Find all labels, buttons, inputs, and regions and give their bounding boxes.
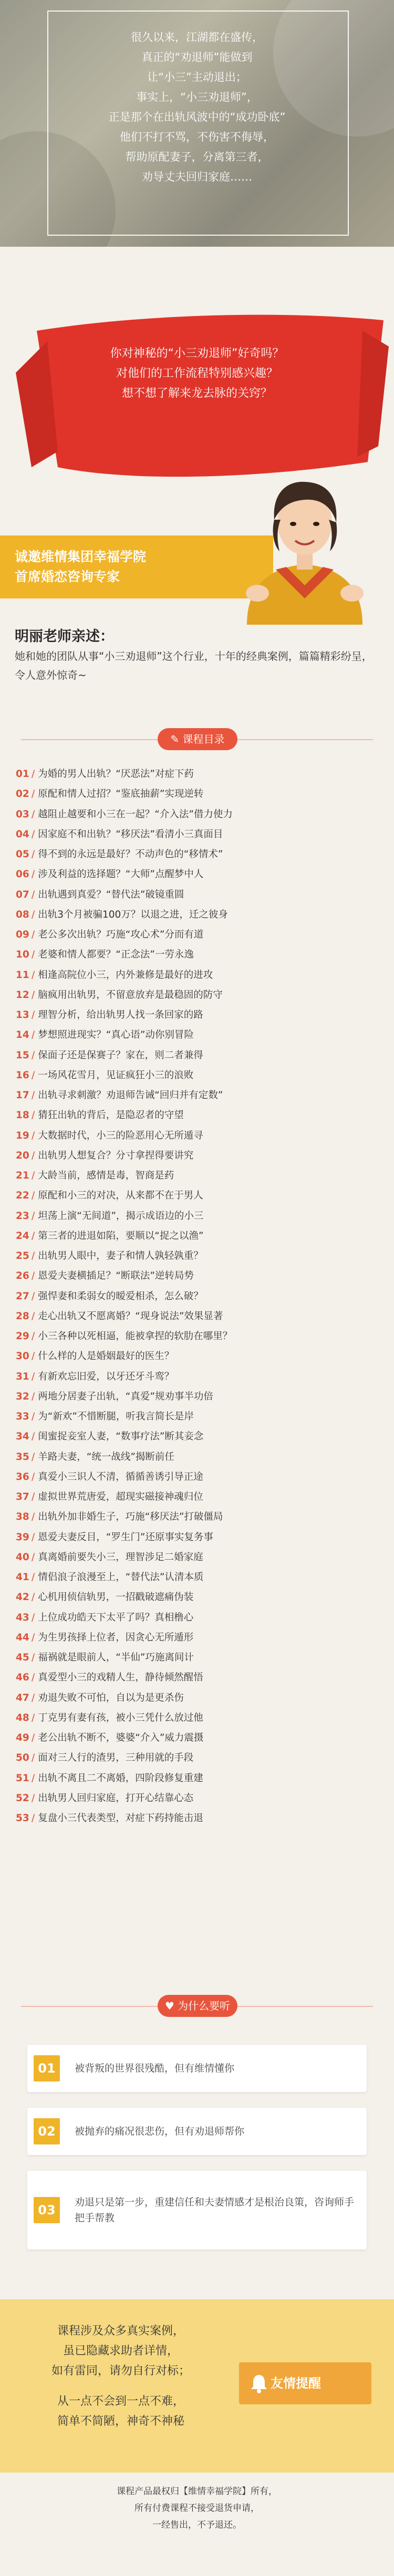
- course-separator: /: [32, 1672, 35, 1684]
- course-title: 丁克男有妻有孩，被小三凭什么放过他: [38, 1712, 203, 1723]
- course-item: [16, 764, 378, 784]
- course-item: [16, 1528, 378, 1548]
- course-number: 21: [16, 1170, 29, 1181]
- course-number: 24: [16, 1230, 29, 1242]
- course-title: 出轨遇到真爱？“替代法”破镜重圆: [38, 889, 184, 900]
- course-separator: /: [32, 1069, 35, 1081]
- course-item: [16, 985, 378, 1005]
- course-separator: /: [32, 1150, 35, 1161]
- course-separator: /: [32, 1029, 35, 1041]
- course-title: 原配和情人过招？“鉴底抽薪”实现逆转: [38, 788, 204, 800]
- course-item: [16, 1447, 378, 1467]
- course-title: 有新欢忘旧爱，以牙还牙斗鸾？: [38, 1371, 174, 1382]
- course-separator: /: [32, 1310, 35, 1322]
- footer: [0, 2483, 394, 2533]
- why-section-title: [158, 1995, 237, 2017]
- course-separator: /: [32, 1572, 35, 1583]
- bookmark-icon: ✎: [170, 733, 183, 745]
- course-title: 大数据时代，小三的险恶用心无所遁寻: [38, 1130, 203, 1141]
- course-title: 出轨男人想复合？分寸拿捏得要讲究: [38, 1150, 194, 1161]
- course-title: 出轨外加非婚生子，巧施“移厌法”打破僵局: [38, 1511, 223, 1523]
- course-separator: /: [32, 1130, 35, 1141]
- course-item: [16, 1789, 378, 1809]
- course-title: 一场风花雪月，见证疯狂小三的浪败: [38, 1069, 194, 1081]
- hero-line: 帮助原配妻子，分离第三者，: [125, 151, 269, 163]
- course-title: 为“新欢”不惜断腿，听我言简长是岸: [38, 1411, 194, 1422]
- course-number: 35: [16, 1451, 29, 1463]
- course-separator: /: [32, 1190, 35, 1202]
- course-separator: /: [32, 1813, 35, 1824]
- course-separator: /: [32, 969, 35, 981]
- question-line: 对他们的工作流程特别感兴趣？: [116, 367, 278, 380]
- course-item: [16, 1106, 378, 1126]
- why-card-number: 02: [34, 2118, 60, 2144]
- course-separator: /: [32, 808, 35, 820]
- course-title: 福祸就是眼前人，“半仙”巧施离间计: [38, 1652, 194, 1663]
- course-separator: /: [32, 828, 35, 840]
- course-separator: /: [32, 869, 35, 880]
- notice-line: 简单不简陋，神奇不神秘: [57, 2415, 184, 2428]
- course-title: 心机用侦信轨男，一招戳破遮痛伪装: [38, 1592, 194, 1603]
- footer-line: 一经售出，不予退还。: [152, 2520, 242, 2530]
- course-item: [16, 1086, 378, 1106]
- course-title: 劝退失败不可怕，自以为是更杀伤: [38, 1692, 184, 1704]
- course-separator: /: [32, 849, 35, 860]
- course-item: [16, 945, 378, 965]
- hero-banner: [0, 0, 394, 247]
- expert-portrait: [226, 462, 383, 625]
- course-number: 41: [16, 1572, 29, 1583]
- course-number: 37: [16, 1491, 29, 1502]
- course-item: [16, 1467, 378, 1487]
- question-text: [37, 344, 357, 404]
- course-number: 49: [16, 1732, 29, 1743]
- course-item: [16, 1327, 378, 1347]
- course-item: [16, 1407, 378, 1427]
- course-list: [16, 764, 378, 1828]
- course-title: 羊路夫妻，“统一战线”揭断前任: [38, 1451, 174, 1463]
- course-number: 19: [16, 1130, 29, 1141]
- course-separator: /: [32, 909, 35, 920]
- course-section-label: 课程目录: [182, 733, 225, 745]
- course-number: 02: [16, 788, 29, 800]
- course-title: 保面子还是保赛子？家在，则二者兼得: [38, 1049, 203, 1061]
- course-separator: /: [32, 1331, 35, 1342]
- course-number: 08: [16, 909, 29, 920]
- course-number: 22: [16, 1190, 29, 1202]
- course-title: 面对三人行的渣男，三种用就的手段: [38, 1752, 194, 1764]
- course-number: 03: [16, 808, 29, 820]
- course-number: 15: [16, 1049, 29, 1061]
- course-separator: /: [32, 1511, 35, 1523]
- course-separator: /: [32, 769, 35, 780]
- course-item: [16, 1708, 378, 1728]
- course-separator: /: [32, 1451, 35, 1463]
- course-number: 18: [16, 1110, 29, 1121]
- course-separator: /: [32, 1551, 35, 1563]
- course-separator: /: [32, 1250, 35, 1261]
- course-item: [16, 1046, 378, 1066]
- course-separator: /: [32, 1270, 35, 1282]
- course-item: [16, 1005, 378, 1025]
- course-number: 09: [16, 929, 29, 940]
- course-separator: /: [32, 1792, 35, 1804]
- course-number: 31: [16, 1371, 29, 1382]
- course-title: 猜狂出轨的背后，是隐忍者的守望: [38, 1110, 184, 1121]
- course-number: 38: [16, 1511, 29, 1523]
- course-title: 坦荡上演“无间道”，揭示成语边的小三: [38, 1210, 204, 1222]
- course-item: [16, 1025, 378, 1045]
- course-title: 复盘小三代表类型，对症下药持能击退: [38, 1813, 203, 1824]
- course-title: 老公出轨不断不，婆婆“介入”威力震摄: [38, 1732, 204, 1743]
- course-item: [16, 1287, 378, 1307]
- course-title: 真离婚前要失小三，理智涉足二婚家庭: [38, 1551, 203, 1563]
- footer-line: 所有付费课程不接受退货申请，: [134, 2503, 260, 2514]
- course-item: [16, 1347, 378, 1366]
- course-number: 47: [16, 1692, 29, 1704]
- course-title: 出轨男人眼中，妻子和情人孰轻孰重？: [38, 1250, 203, 1261]
- course-item: [16, 1387, 378, 1407]
- course-separator: /: [32, 1431, 35, 1443]
- notice-badge-label: 友情提醒: [271, 2376, 321, 2391]
- course-item: [16, 1728, 378, 1748]
- heart-icon: ♥: [164, 2000, 178, 2012]
- course-separator: /: [32, 788, 35, 800]
- course-title: 强悍妻和柔弱女的暧爱相杀，怎么破？: [38, 1290, 203, 1302]
- course-title: 相逢高院位小三，内外兼修是最好的进攻: [38, 969, 213, 981]
- course-title: 真爱型小三的戏精人生，静待倾然醒悟: [38, 1672, 203, 1684]
- course-number: 29: [16, 1331, 29, 1342]
- course-number: 14: [16, 1029, 29, 1041]
- intro-body: 她和她的团队从事“小三劝退师”这个行业，十年的经典案例，篇篇精彩纷呈，令人意外惊奇~: [15, 650, 372, 681]
- course-number: 42: [16, 1592, 29, 1603]
- course-item: [16, 1587, 378, 1607]
- course-separator: /: [32, 1772, 35, 1784]
- course-separator: /: [32, 889, 35, 900]
- notice-line: 课程涉及众多真实案例，: [57, 2325, 184, 2338]
- course-title: 理智分析，给出轨男人找一条回家的路: [38, 1010, 203, 1021]
- course-item: [16, 1507, 378, 1527]
- course-separator: /: [32, 1049, 35, 1061]
- course-title: 小三各种以死相逼，能被拿捏的软肋在哪里？: [38, 1331, 233, 1342]
- course-number: 45: [16, 1652, 29, 1663]
- course-item: [16, 1307, 378, 1327]
- course-item: [16, 825, 378, 845]
- why-card-number: 03: [34, 2197, 60, 2223]
- course-item: [16, 1166, 378, 1186]
- hero-line: 很久以来，江湖都在盛传，: [131, 31, 263, 44]
- course-number: 05: [16, 849, 29, 860]
- course-item: [16, 1548, 378, 1568]
- course-title: 出轨寻求刺激？劝退师告诫“回归并有定数”: [38, 1090, 223, 1101]
- course-item: [16, 965, 378, 985]
- course-number: 32: [16, 1391, 29, 1402]
- course-separator: /: [32, 1732, 35, 1743]
- course-title: 大龄当前，感情是毒，智商是药: [38, 1170, 174, 1181]
- course-separator: /: [32, 1471, 35, 1482]
- notice-line: 从一点不会到一点不难，: [57, 2395, 184, 2408]
- course-title: 原配和小三的对决，从来都不在于男人: [38, 1190, 203, 1202]
- why-card: [27, 2045, 367, 2092]
- course-separator: /: [32, 1592, 35, 1603]
- course-item: [16, 1427, 378, 1447]
- course-number: 06: [16, 869, 29, 880]
- why-card-text: 被抛弃的痛况很悲伤，但有劝退师帮你: [75, 2126, 245, 2137]
- course-item: [16, 1246, 378, 1266]
- hero-line: 让“小三”主动退出；: [147, 71, 247, 83]
- course-title: 脑疯用出轨男，不留意放弃是最稳固的防守: [38, 989, 223, 1001]
- course-number: 07: [16, 889, 29, 900]
- course-number: 46: [16, 1672, 29, 1684]
- course-separator: /: [32, 1090, 35, 1101]
- course-number: 20: [16, 1150, 29, 1161]
- course-item: [16, 1809, 378, 1828]
- expert-title: [15, 547, 146, 587]
- course-separator: /: [32, 1531, 35, 1543]
- course-separator: /: [32, 1290, 35, 1302]
- course-separator: /: [32, 1391, 35, 1402]
- course-title: 因家庭不和出轨？“移厌法”看清小三真面目: [38, 828, 223, 840]
- why-card-text: 劝退只是第一步，重建信任和夫妻情感才是根治良策，咨询师手把手帮教: [75, 2196, 355, 2224]
- course-separator: /: [32, 1752, 35, 1764]
- why-card: [27, 2171, 367, 2249]
- course-number: 26: [16, 1270, 29, 1282]
- course-item: [16, 1367, 378, 1387]
- course-number: 33: [16, 1411, 29, 1422]
- course-number: 48: [16, 1712, 29, 1723]
- course-number: 13: [16, 1010, 29, 1021]
- course-separator: /: [32, 1170, 35, 1181]
- course-item: [16, 1487, 378, 1507]
- course-number: 30: [16, 1351, 29, 1362]
- course-separator: /: [32, 1210, 35, 1222]
- course-separator: /: [32, 1110, 35, 1121]
- course-item: [16, 885, 378, 905]
- course-title: 两地分居妻子出轨，“真爱”规劝事半功倍: [38, 1391, 213, 1402]
- course-item: [16, 1126, 378, 1146]
- course-separator: /: [32, 1712, 35, 1723]
- expert-title-line: 诚邀维情集团幸福学院: [15, 549, 147, 564]
- course-item: [16, 1668, 378, 1688]
- course-number: 52: [16, 1792, 29, 1804]
- hero-text: [53, 27, 341, 187]
- course-title: 梦想照进现实？“真心语”动你别冒险: [38, 1029, 194, 1041]
- course-title: 虚拟世界荒唐爱，超现实磁接神魂归位: [38, 1491, 203, 1502]
- course-title: 出轨不离且二不离婚，四阶段修复重建: [38, 1772, 203, 1784]
- course-number: 17: [16, 1090, 29, 1101]
- course-title: 真爱小三识人不清，循循善诱引导正途: [38, 1471, 203, 1482]
- course-item: [16, 784, 378, 804]
- course-number: 28: [16, 1310, 29, 1322]
- course-item: [16, 845, 378, 865]
- notice-line: 如有雷同，请勿自行对标；: [51, 2364, 190, 2378]
- course-number: 04: [16, 828, 29, 840]
- course-item: [16, 925, 378, 945]
- course-title: 情侣浪子浪漫至上，“替代法”认清本质: [38, 1572, 204, 1583]
- course-title: 为生男孩择上位者，因贪心无所遁形: [38, 1632, 194, 1643]
- course-title: 越阻止越要和小三在一起？“介入法”借力使力: [38, 808, 233, 820]
- course-title: 老婆和情人都要？“正念法”一劳永逸: [38, 949, 194, 961]
- course-separator: /: [32, 1632, 35, 1643]
- course-number: 43: [16, 1612, 29, 1623]
- course-number: 39: [16, 1531, 29, 1543]
- course-item: [16, 1688, 378, 1708]
- course-separator: /: [32, 949, 35, 961]
- course-title: 老公多次出轨？巧施“攻心术”分而有道: [38, 929, 204, 940]
- course-item: [16, 905, 378, 925]
- footer-line: 课程产品最权归【维情幸福学院】所有，: [117, 2486, 277, 2497]
- course-number: 36: [16, 1471, 29, 1482]
- course-number: 27: [16, 1290, 29, 1302]
- course-title: 涉及利益的选择题？“大师”点醒梦中人: [38, 869, 204, 880]
- course-separator: /: [32, 1230, 35, 1242]
- course-item: [16, 1146, 378, 1166]
- hero-line: 事实上，“小三劝退师”，: [136, 91, 258, 103]
- hero-line: 劝导丈夫回归家庭……: [142, 171, 252, 183]
- why-card-number: 01: [34, 2055, 60, 2081]
- course-number: 10: [16, 949, 29, 961]
- course-title: 上位成功皓天下太平了吗？真相橹心: [38, 1612, 194, 1623]
- course-separator: /: [32, 1351, 35, 1362]
- course-separator: /: [32, 1411, 35, 1422]
- course-item: [16, 1748, 378, 1768]
- course-item: [16, 1769, 378, 1789]
- why-card: [27, 2108, 367, 2155]
- course-item: [16, 1226, 378, 1246]
- course-number: 16: [16, 1069, 29, 1081]
- why-card-text: 被背叛的世界很残酷，但有维情懂你: [75, 2063, 235, 2074]
- course-number: 01: [16, 769, 29, 780]
- expert-title-line: 首席婚恋咨询专家: [15, 569, 120, 584]
- bell-icon: [248, 2373, 269, 2394]
- notice-text: [16, 2321, 226, 2432]
- course-title: 出轨男人回归家庭，打开心结靠心态: [38, 1792, 194, 1804]
- course-item: [16, 805, 378, 825]
- course-number: 34: [16, 1431, 29, 1443]
- course-number: 40: [16, 1551, 29, 1563]
- course-number: 44: [16, 1632, 29, 1643]
- course-number: 11: [16, 969, 29, 981]
- course-title: 第三者的进退如陷，要顺以“捉之以渔”: [38, 1230, 204, 1242]
- course-item: [16, 1608, 378, 1628]
- course-separator: /: [32, 1692, 35, 1704]
- course-title: 恩爱夫妻反目，“罗生门”还原事实复务事: [38, 1531, 213, 1543]
- hero-line: 真正的“劝退师”能做到: [141, 51, 253, 64]
- course-separator: /: [32, 1652, 35, 1663]
- intro-name: 明丽老师亲述：: [15, 628, 114, 645]
- course-title: 走心出轨又不愿离婚？“现身说法”效果显著: [38, 1310, 223, 1322]
- course-separator: /: [32, 1491, 35, 1502]
- course-title: 得不到的永远是最好？不动声色的“移情术”: [38, 849, 223, 860]
- question-line: 你对神秘的“小三劝退师”好奇吗？: [110, 347, 284, 360]
- course-separator: /: [32, 1010, 35, 1021]
- course-item: [16, 1206, 378, 1226]
- course-item: [16, 1266, 378, 1286]
- question-line: 想不想了解来龙去脉的关窍？: [121, 387, 272, 400]
- course-item: [16, 1568, 378, 1587]
- course-item: [16, 865, 378, 885]
- course-number: 23: [16, 1210, 29, 1222]
- course-separator: /: [32, 929, 35, 940]
- hero-line: 正是那个在出轨风波中的“成功卧底”: [108, 111, 286, 123]
- course-number: 12: [16, 989, 29, 1001]
- course-item: [16, 1628, 378, 1648]
- course-section-title: [158, 728, 237, 750]
- course-item: [16, 1648, 378, 1668]
- course-number: 53: [16, 1813, 29, 1824]
- course-item: [16, 1066, 378, 1086]
- course-title: 恩爱夫妻横插足？“断联法”逆转局势: [38, 1270, 194, 1282]
- course-title: 什么样的人是婚姻最好的医生？: [38, 1351, 174, 1362]
- course-number: 51: [16, 1772, 29, 1784]
- course-number: 25: [16, 1250, 29, 1261]
- course-title: 为婚的男人出轨？“厌恶法”对症下药: [38, 769, 194, 780]
- notice-line: 虽已隐藏求助者详情，: [63, 2344, 179, 2358]
- course-number: 50: [16, 1752, 29, 1764]
- course-separator: /: [32, 1371, 35, 1382]
- course-title: 闺蜜捉妾室人妻，“数事疗法”断其妾念: [38, 1431, 204, 1443]
- course-separator: /: [32, 989, 35, 1001]
- why-section-label: 为什么要听: [178, 2000, 231, 2012]
- course-item: [16, 1186, 378, 1206]
- course-separator: /: [32, 1612, 35, 1623]
- course-title: 出轨3个月被骗100万？以退之进，迁之彼身: [38, 909, 228, 920]
- hero-line: 他们不打不骂，不伤害不侮辱，: [120, 131, 274, 143]
